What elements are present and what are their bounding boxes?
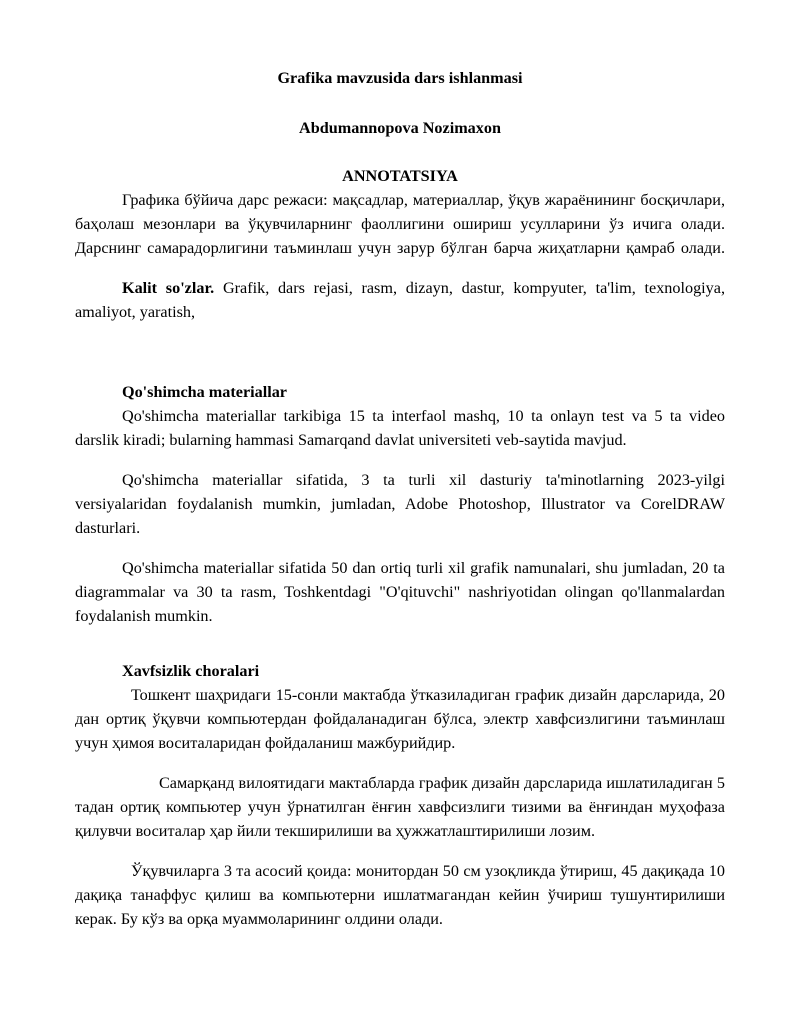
safety-paragraph-2: Самарқанд вилоятидаги мактабларда график дизайн дарсларида ишлатиладиган 5 тадан ортиқ компьютер учун ўрнатилган ёнғин хавфсизлиги тизими ва ёнғиндан муҳофаза қилувчи воситалар ҳар йили текширилиши ва ҳужжатлаштирилиши лозим. xyxy=(75,774,725,840)
annotation-paragraph: Графика бўйича дарс режаси: мақсадлар, материаллар, ўқув жараёнининг босқичлари, баҳолаш мезонлари ва ўқувчиларнинг фаоллигини ошириш усулларини ўз ичига олади. Дарснинг самарадорлигини таъминлаш учун зарур бўлган барча жиҳатларни қамраб олади. xyxy=(75,191,725,257)
document-title: Grafika mavzusida dars ishlanmasi xyxy=(277,69,523,87)
section-heading-safety: Xavfsizlik choralari xyxy=(122,662,260,680)
document-author: Abdumannopova Nozimaxon xyxy=(299,119,501,137)
keywords-paragraph xyxy=(75,276,725,324)
section-heading-materials: Qo'shimcha materiallar xyxy=(122,383,287,401)
keywords-text: Grafik, dars rejasi, rasm, dizayn, dastur, kompyuter, ta'lim, texnologiya, amaliyot, yaratish, xyxy=(75,279,726,321)
keywords-label: Kalit so'zlar. xyxy=(122,279,215,297)
document-page xyxy=(75,60,725,931)
safety-paragraph-3: Ўқувчиларга 3 та асосий қоида: монитордан 50 см узоқликда ўтириш, 45 дақиқада 10 дақиқа танаффус қилиш ва компьютерни ишлатмагандан кейин ўчириш тушунтирилиши керак. Бу кўз ва орқа муаммоларининг олдини олади. xyxy=(75,862,725,928)
materials-paragraph-1: Qo'shimcha materiallar tarkibiga 15 ta interfaol mashq, 10 ta onlayn test va 5 ta video darslik kiradi; bularning hammasi Samarqand davlat universiteti veb-saytida mavjud. xyxy=(75,407,725,449)
safety-paragraph-1: Тошкент шаҳридаги 15-сонли мактабда ўтказиладиган график дизайн дарсларида, 20 дан ортиқ ўқувчи компьютердан фойдаланадиган бўлса, электр хавфсизлигини таъминлаш учун ҳимоя воситаларидан фойдаланиш мажбурийдир. xyxy=(75,686,725,752)
annotation-heading: ANNOTATSIYA xyxy=(342,167,458,185)
materials-paragraph-2: Qo'shimcha materiallar sifatida, 3 ta turli xil dasturiy ta'minotlarning 2023-yilgi versiyalaridan foydalanish mumkin, jumladan, Adobe Photoshop, Illustrator va CorelDRAW dasturlari. xyxy=(75,471,725,537)
materials-paragraph-3: Qo'shimcha materiallar sifatida 50 dan ortiq turli xil grafik namunalari, shu jumladan, 20 ta diagrammalar va 30 ta rasm, Toshkentdagi "O'qituvchi" nashriyotidan olingan qo'llanmalardan foydalanish mumkin. xyxy=(75,559,725,625)
